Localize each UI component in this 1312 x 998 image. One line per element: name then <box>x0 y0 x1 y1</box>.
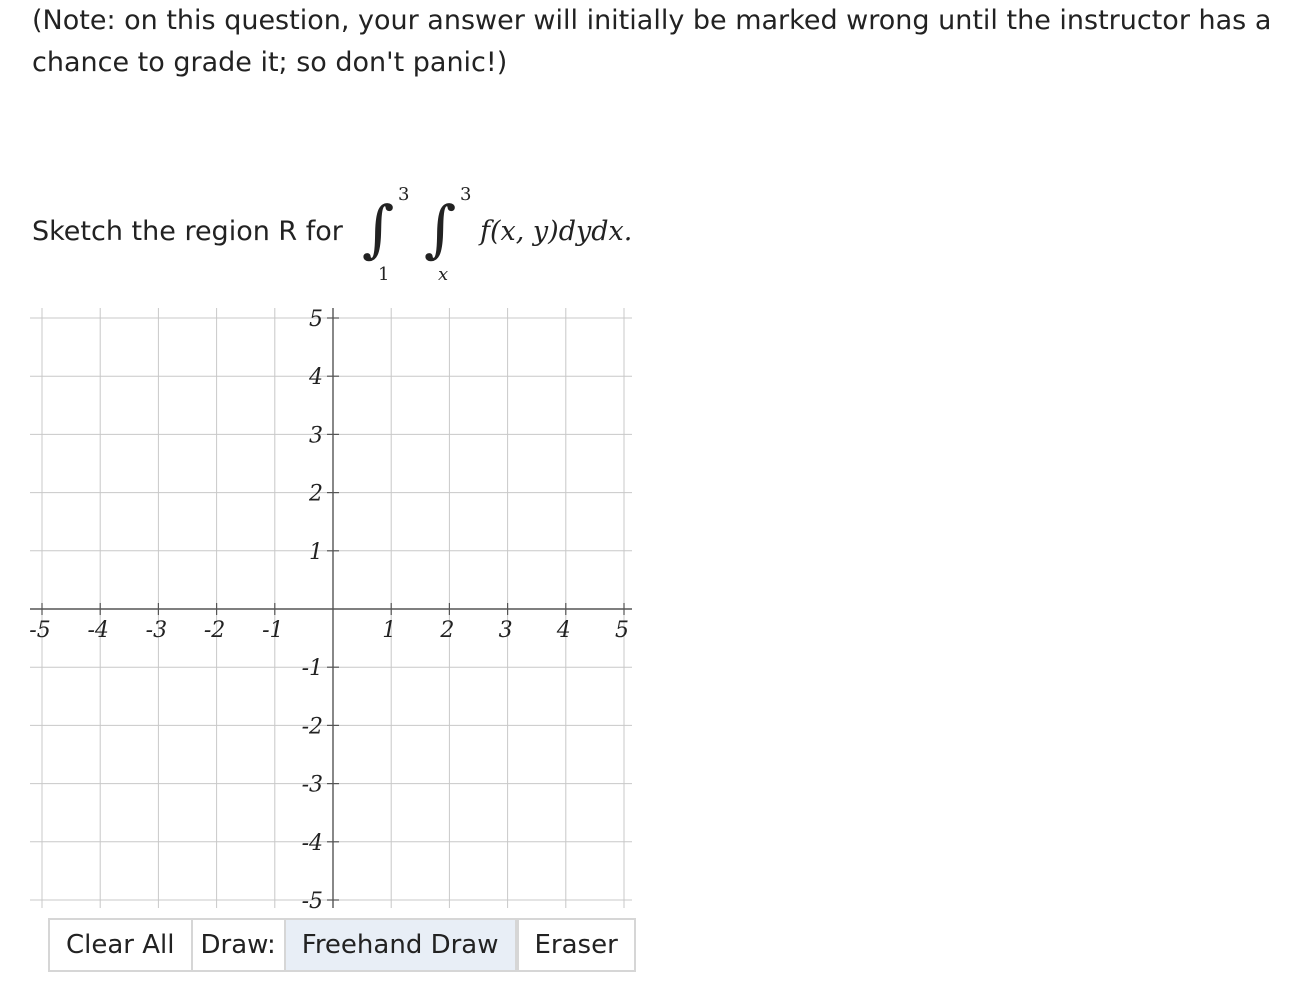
y-tick-label: 4 <box>309 365 323 391</box>
y-tick-labels <box>302 307 323 914</box>
inner-integral-sign: ∫ <box>424 192 457 265</box>
x-tick-label: -4 <box>87 618 109 643</box>
y-tick-label: -2 <box>301 714 323 740</box>
prompt-text: Sketch the region R for <box>32 216 343 247</box>
y-tick-label: 3 <box>309 423 323 449</box>
x-tick-label: -3 <box>145 618 168 643</box>
drawing-toolbar <box>48 918 636 972</box>
integrand: f(x, y)dydx. <box>480 216 633 247</box>
inner-lower-limit: x <box>438 264 449 285</box>
y-tick-label: -4 <box>301 830 323 856</box>
y-tick-label: -3 <box>301 772 323 798</box>
freehand-draw-button[interactable]: Freehand Draw <box>284 918 517 972</box>
instructor-note: (Note: on this question, your answer will initially be marked wrong until the instructor has a chance to grade it; so don't panic!) <box>32 5 1272 78</box>
y-tick-label: -1 <box>301 656 323 682</box>
drawing-canvas[interactable] <box>0 296 660 916</box>
question-prompt <box>32 180 732 290</box>
inner-upper-limit: 3 <box>460 184 472 205</box>
x-tick-label: 1 <box>382 618 397 643</box>
clear-all-button[interactable]: Clear All <box>48 918 193 972</box>
draw-label: Draw: <box>193 918 284 972</box>
x-tick-label: -2 <box>203 618 226 643</box>
y-tick-label: 1 <box>309 539 323 565</box>
y-tick-label: -5 <box>301 889 323 914</box>
x-tick-label: 2 <box>440 618 455 643</box>
x-tick-label: 3 <box>498 618 513 643</box>
grid-lines <box>30 308 632 908</box>
outer-lower-limit: 1 <box>378 264 390 285</box>
y-tick-label: 2 <box>309 481 323 507</box>
x-tick-labels <box>29 618 629 643</box>
x-tick-label: -1 <box>262 618 284 643</box>
axes <box>30 308 632 908</box>
outer-integral-sign: ∫ <box>362 192 395 265</box>
x-tick-label: 5 <box>615 618 629 643</box>
y-tick-label: 5 <box>309 307 323 332</box>
x-tick-label: -5 <box>29 618 51 643</box>
outer-upper-limit: 3 <box>398 184 410 205</box>
eraser-button[interactable]: Eraser <box>517 918 636 972</box>
x-tick-label: 4 <box>556 618 571 643</box>
